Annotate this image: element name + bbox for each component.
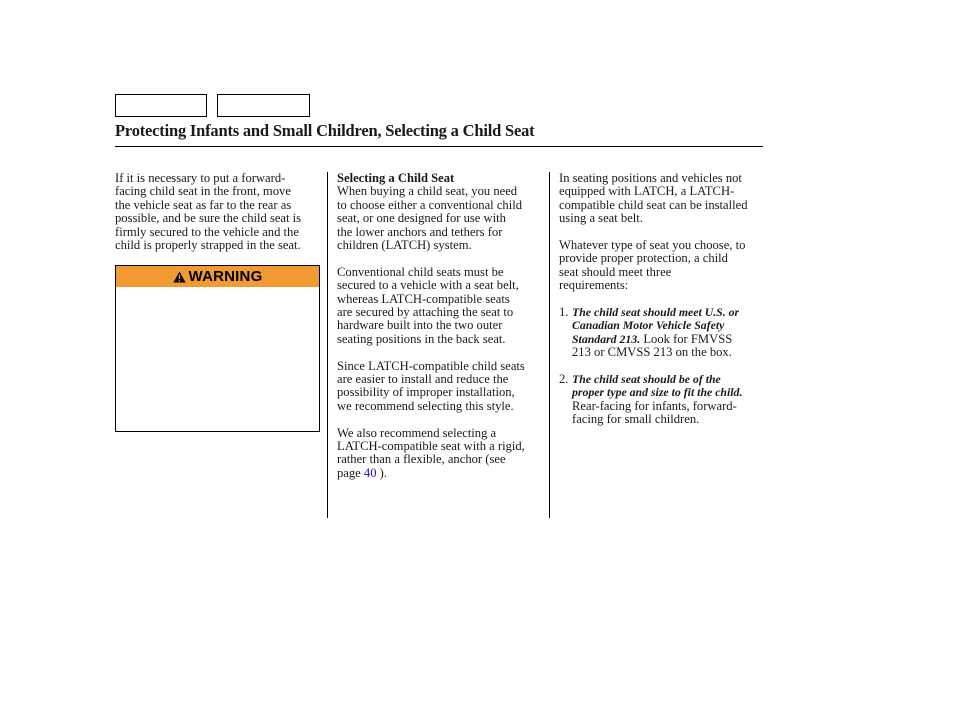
body-paragraph: Since LATCH-compatible child seats are easier to install and reduce the possibility of improper installation, we recommend selecting this style.: [337, 358, 525, 413]
body-paragraph: If it is necessary to put a forward- facing child seat in the front, move the vehicle seat as far to the rear as possible, and be sure the child seat is firmly secured to the vehicle and the child is properly strapped in the seat.: [115, 171, 302, 253]
page-reference-link[interactable]: 40: [363, 465, 377, 480]
warning-label: WARNING: [188, 268, 263, 285]
requirement-emphasis: The child seat should be of the proper type and size to fit the child.: [572, 372, 743, 400]
requirement-text: [572, 373, 769, 427]
body-paragraph: When buying a child seat, you need to choose either a conventional child seat, or one designed for use with the lower anchors and tethers for children (LATCH) system.: [337, 184, 522, 253]
requirement-number: 1.: [559, 305, 569, 320]
warning-box: [115, 265, 320, 432]
requirement-emphasis: The child seat should meet U.S. or Canadian Motor Vehicle Safety Standard 213.: [572, 305, 740, 346]
paragraph-text-end: ).: [376, 465, 388, 480]
requirement-detail: Look for FMVSS 213 or CMVSS 213 on the box.: [572, 331, 733, 360]
body-paragraph: Conventional child seats must be secured to a vehicle with a seat belt, whereas LATCH-compatible seats are secured by attaching the seat to hardware built into the two outer seating positions in the back seat.: [337, 264, 519, 346]
body-paragraph: [337, 427, 541, 481]
page-title: Protecting Infants and Small Children, Selecting a Child Seat: [115, 121, 535, 140]
nav-button-1[interactable]: [115, 94, 207, 117]
warning-header: [116, 266, 319, 287]
requirement-detail: Rear-facing for infants, forward- facing for small children.: [572, 398, 737, 427]
column-1: [115, 172, 321, 252]
paragraph-text: We also recommend selecting a LATCH-compatible seat with a rigid, rather than a flexible, anchor (see page: [337, 425, 525, 480]
column-divider-2: [549, 172, 550, 518]
nav-button-2[interactable]: [217, 94, 310, 117]
requirement-number: 2.: [559, 372, 569, 387]
body-paragraph: Whatever type of seat you choose, to provide proper protection, a child seat should meet three requirements:: [559, 238, 746, 293]
requirement-text: [572, 306, 769, 360]
column-2: [337, 172, 541, 480]
body-paragraph: In seating positions and vehicles not equipped with LATCH, a LATCH- compatible child seat can be installed using a seat belt.: [559, 171, 748, 226]
warning-triangle-icon: [173, 271, 186, 283]
column-divider-1: [327, 172, 328, 518]
requirement-item: [559, 306, 769, 360]
section-subheading: Selecting a Child Seat: [337, 171, 455, 185]
title-divider: [115, 146, 763, 147]
requirement-item: [559, 373, 769, 427]
column-3: [559, 172, 769, 427]
